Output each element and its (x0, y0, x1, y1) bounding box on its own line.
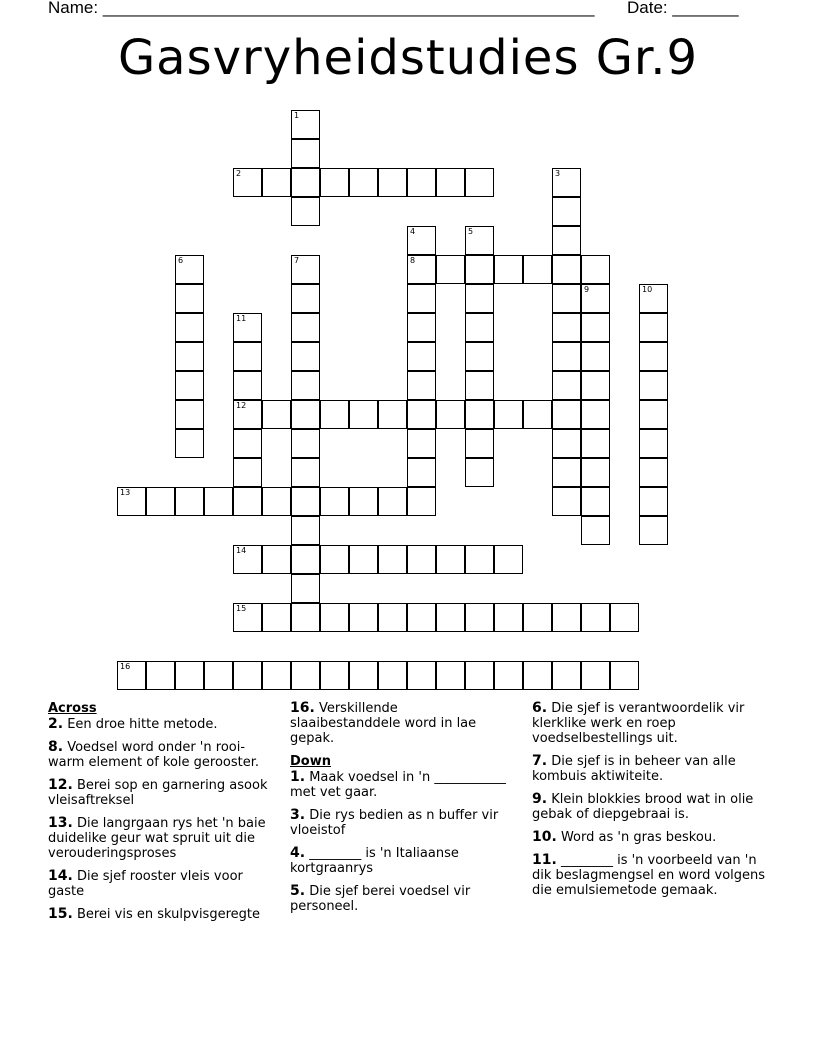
crossword-cell[interactable] (204, 487, 233, 516)
crossword-cell[interactable] (378, 603, 407, 632)
down-clue (532, 792, 772, 822)
clue-text: Die sjef rooster vleis voor gaste (48, 869, 243, 899)
down-clue (532, 754, 772, 784)
crossword-cell[interactable] (320, 661, 349, 690)
crossword-cell[interactable] (291, 487, 320, 516)
crossword-cell[interactable] (175, 429, 204, 458)
crossword-cell[interactable] (581, 255, 610, 284)
crossword-cell[interactable] (349, 487, 378, 516)
clue-number: 3. (290, 807, 306, 823)
crossword-cell[interactable] (523, 661, 552, 690)
down-clue (290, 770, 512, 800)
crossword-cell[interactable] (291, 371, 320, 400)
crossword-cell[interactable] (581, 516, 610, 545)
crossword-cell[interactable] (465, 661, 494, 690)
crossword-cell[interactable] (233, 603, 262, 632)
crossword-cell[interactable] (233, 458, 262, 487)
crossword-cell[interactable] (523, 603, 552, 632)
clue-text: Die rys bedien as n buffer vir vloeistof (290, 808, 499, 838)
crossword-cell[interactable] (291, 574, 320, 603)
clue-text: Word as 'n gras beskou. (560, 830, 717, 845)
across-clue (290, 701, 512, 746)
crossword-cell[interactable] (262, 168, 291, 197)
crossword-cell[interactable] (146, 661, 175, 690)
down-clue (532, 701, 772, 746)
cell-number: 2 (236, 169, 242, 178)
crossword-cell[interactable] (291, 255, 320, 284)
crossword-cell[interactable] (320, 487, 349, 516)
crossword-cell[interactable] (436, 603, 465, 632)
crossword-cell[interactable] (407, 255, 436, 284)
cell-number: 5 (468, 227, 474, 236)
clue-text: Berei sop en garnering asook vleisaftreksel (48, 778, 268, 808)
crossword-cell[interactable] (436, 400, 465, 429)
clue-text: Voedsel word onder 'n rooi-warm element of kole gerooster. (48, 740, 260, 770)
cell-number: 7 (294, 256, 300, 265)
cell-number: 8 (410, 256, 416, 265)
crossword-cell[interactable] (523, 255, 552, 284)
crossword-cell[interactable] (581, 284, 610, 313)
clue-text: Die langrgaan rys het 'n baie duidelike geur wat spruit uit die verouderingsproses (48, 816, 266, 861)
clue-number: 9. (532, 791, 548, 807)
crossword-cell[interactable] (233, 487, 262, 516)
crossword-cell[interactable] (581, 400, 610, 429)
crossword-cell[interactable] (320, 545, 349, 574)
crossword-cell[interactable] (291, 284, 320, 313)
crossword-cell[interactable] (639, 487, 668, 516)
page-title: Gasvryheidstudies Gr.9 (117, 30, 699, 86)
crossword-cell[interactable] (233, 545, 262, 574)
clue-number: 11. (532, 852, 557, 868)
crossword-cell[interactable] (465, 429, 494, 458)
crossword-cell[interactable] (581, 603, 610, 632)
crossword-cell[interactable] (407, 400, 436, 429)
clue-number: 10. (532, 829, 557, 845)
crossword-cell[interactable] (465, 284, 494, 313)
crossword-cell[interactable] (262, 661, 291, 690)
crossword-cell[interactable] (291, 545, 320, 574)
crossword-cell[interactable] (465, 255, 494, 284)
crossword-cell[interactable] (407, 313, 436, 342)
crossword-cell[interactable] (204, 661, 233, 690)
clue-number: 6. (532, 700, 548, 716)
crossword-cell[interactable] (581, 371, 610, 400)
crossword-cell[interactable] (175, 342, 204, 371)
crossword-cell[interactable] (349, 168, 378, 197)
crossword-cell[interactable] (436, 661, 465, 690)
across-clue (48, 816, 280, 861)
crossword-cell[interactable] (581, 429, 610, 458)
crossword-cell[interactable] (465, 603, 494, 632)
cell-number: 14 (236, 546, 247, 555)
crossword-cell[interactable] (262, 487, 291, 516)
clue-number: 2. (48, 716, 64, 732)
crossword-cell[interactable] (291, 603, 320, 632)
clue-text: Verskillende slaaibestanddele word in lae gepak. (290, 701, 477, 746)
across-heading: Across (48, 701, 97, 716)
crossword-cell[interactable] (175, 313, 204, 342)
crossword-cell[interactable] (494, 545, 523, 574)
name-line[interactable]: ____________________________________________________ (102, 0, 595, 17)
down-clue (290, 808, 512, 838)
crossword-cell[interactable] (552, 168, 581, 197)
crossword-cell[interactable] (146, 487, 175, 516)
crossword-cell[interactable] (291, 516, 320, 545)
down-heading: Down (290, 754, 331, 769)
crossword-cell[interactable] (291, 110, 320, 139)
crossword-cell[interactable] (407, 458, 436, 487)
crossword-cell[interactable] (494, 603, 523, 632)
date-label: Date: (627, 0, 668, 17)
crossword-cell[interactable] (465, 342, 494, 371)
crossword-cell[interactable] (117, 487, 146, 516)
date-line[interactable]: _______ (672, 0, 739, 17)
clue-text: ________ is 'n voorbeeld van 'n dik beslagmengsel en word volgens die emulsiemetode gemaak. (532, 853, 766, 898)
crossword-cell[interactable] (407, 342, 436, 371)
crossword-cell[interactable] (581, 342, 610, 371)
clue-number: 13. (48, 815, 73, 831)
cell-number: 1 (294, 111, 300, 120)
crossword-cell[interactable] (639, 458, 668, 487)
crossword-cell[interactable] (233, 168, 262, 197)
cell-number: 3 (555, 169, 561, 178)
cell-number: 16 (120, 662, 131, 671)
crossword-cell[interactable] (175, 400, 204, 429)
crossword-cell[interactable] (465, 226, 494, 255)
crossword-cell[interactable] (494, 255, 523, 284)
crossword-cell[interactable] (407, 487, 436, 516)
across-clue (48, 907, 280, 922)
crossword-cell[interactable] (465, 458, 494, 487)
crossword-cell[interactable] (552, 313, 581, 342)
crossword-cell[interactable] (378, 661, 407, 690)
crossword-cell[interactable] (581, 487, 610, 516)
crossword-cell[interactable] (291, 313, 320, 342)
crossword-cell[interactable] (262, 545, 291, 574)
crossword-cell[interactable] (552, 603, 581, 632)
clue-number: 16. (290, 700, 315, 716)
crossword-cell[interactable] (262, 400, 291, 429)
cell-number: 13 (120, 488, 131, 497)
across-clue (48, 778, 280, 808)
down-clue (532, 830, 772, 845)
cell-number: 11 (236, 314, 247, 323)
crossword-cell[interactable] (552, 458, 581, 487)
clue-column-2 (290, 701, 512, 922)
crossword-cell[interactable] (349, 603, 378, 632)
crossword-cell[interactable] (552, 255, 581, 284)
crossword-cell[interactable] (378, 487, 407, 516)
crossword-cell[interactable] (233, 342, 262, 371)
crossword-cell[interactable] (291, 429, 320, 458)
cell-number: 10 (642, 285, 653, 294)
crossword-cell[interactable] (407, 661, 436, 690)
crossword-cell[interactable] (407, 168, 436, 197)
crossword-cell[interactable] (233, 429, 262, 458)
crossword-cell[interactable] (581, 661, 610, 690)
crossword-cell[interactable] (436, 168, 465, 197)
cell-number: 4 (410, 227, 416, 236)
crossword-cell[interactable] (349, 661, 378, 690)
across-clue (48, 717, 280, 732)
crossword-cell[interactable] (552, 342, 581, 371)
crossword-cell[interactable] (494, 661, 523, 690)
across-clue (48, 869, 280, 899)
down-clue (290, 846, 512, 876)
crossword-cell[interactable] (552, 226, 581, 255)
name-label: Name: (48, 0, 99, 17)
crossword-cell[interactable] (465, 313, 494, 342)
crossword-cell[interactable] (552, 429, 581, 458)
clue-number: 14. (48, 868, 73, 884)
crossword-cell[interactable] (610, 603, 639, 632)
crossword-cell[interactable] (291, 400, 320, 429)
crossword-cell[interactable] (639, 516, 668, 545)
clue-number: 12. (48, 777, 73, 793)
crossword-cell[interactable] (175, 371, 204, 400)
crossword-cell[interactable] (378, 545, 407, 574)
down-clue (290, 884, 512, 914)
crossword-cell[interactable] (610, 661, 639, 690)
crossword-cell[interactable] (465, 168, 494, 197)
clue-text: Die sjef is in beheer van alle kombuis aktiwiteite. (532, 754, 736, 784)
clue-column-1 (48, 701, 280, 930)
crossword-cell[interactable] (639, 313, 668, 342)
crossword-cell[interactable] (465, 371, 494, 400)
crossword-cell[interactable] (291, 197, 320, 226)
crossword-cell[interactable] (552, 371, 581, 400)
clue-number: 7. (532, 753, 548, 769)
clue-text: Berei vis en skulpvisgeregte (76, 907, 260, 922)
crossword-cell[interactable] (639, 371, 668, 400)
crossword-cell[interactable] (291, 661, 320, 690)
crossword-cell[interactable] (639, 429, 668, 458)
crossword-cell[interactable] (552, 487, 581, 516)
clue-text: Klein blokkies brood wat in olie gebak of diepgebraai is. (532, 792, 754, 822)
crossword-cell[interactable] (378, 400, 407, 429)
clue-number: 8. (48, 739, 64, 755)
crossword-cell[interactable] (291, 342, 320, 371)
crossword-cell[interactable] (436, 255, 465, 284)
crossword-cell[interactable] (552, 661, 581, 690)
crossword-cell[interactable] (407, 545, 436, 574)
crossword-cell[interactable] (581, 313, 610, 342)
crossword-cell[interactable] (436, 545, 465, 574)
clue-text: Die sjef is verantwoordelik vir klerklike werk en roep voedselbestellings uit. (532, 701, 745, 746)
crossword-cell[interactable] (233, 661, 262, 690)
clue-text: Maak voedsel in 'n ___________ met vet gaar. (290, 770, 506, 800)
crossword-cell[interactable] (349, 545, 378, 574)
clue-number: 1. (290, 769, 306, 785)
crossword-cell[interactable] (465, 400, 494, 429)
crossword-cell[interactable] (175, 284, 204, 313)
cell-number: 15 (236, 604, 247, 613)
clue-text: ________ is 'n Italiaanse kortgraanrys (290, 846, 459, 876)
crossword-cell[interactable] (639, 284, 668, 313)
crossword-cell[interactable] (523, 400, 552, 429)
clue-number: 15. (48, 906, 73, 922)
crossword-cell[interactable] (465, 545, 494, 574)
crossword-cell[interactable] (291, 458, 320, 487)
crossword-cell[interactable] (175, 255, 204, 284)
crossword-cell[interactable] (494, 400, 523, 429)
crossword-cell[interactable] (291, 168, 320, 197)
crossword-cell[interactable] (639, 342, 668, 371)
crossword-cell[interactable] (117, 661, 146, 690)
crossword-cell[interactable] (349, 400, 378, 429)
crossword-cell[interactable] (320, 400, 349, 429)
clue-text: Die sjef berei voedsel vir personeel. (290, 884, 471, 914)
clue-column-3 (532, 701, 772, 906)
crossword-cell[interactable] (175, 661, 204, 690)
crossword-cell[interactable] (639, 400, 668, 429)
crossword-cell[interactable] (407, 226, 436, 255)
crossword-cell[interactable] (233, 400, 262, 429)
crossword-cell[interactable] (407, 603, 436, 632)
crossword-cell[interactable] (407, 429, 436, 458)
clue-number: 4. (290, 845, 306, 861)
crossword-cell[interactable] (552, 400, 581, 429)
crossword-cell[interactable] (291, 139, 320, 168)
cell-number: 12 (236, 401, 247, 410)
crossword-cell[interactable] (407, 284, 436, 313)
cell-number: 9 (584, 285, 590, 294)
clue-number: 5. (290, 883, 306, 899)
crossword-cell[interactable] (407, 371, 436, 400)
crossword-cell[interactable] (233, 371, 262, 400)
crossword-cell[interactable] (552, 197, 581, 226)
crossword-cell[interactable] (378, 168, 407, 197)
crossword-cell[interactable] (262, 603, 291, 632)
across-clue (48, 740, 280, 770)
crossword-cell[interactable] (233, 313, 262, 342)
crossword-cell[interactable] (581, 458, 610, 487)
down-clue (532, 853, 772, 898)
crossword-cell[interactable] (552, 284, 581, 313)
crossword-cell[interactable] (175, 487, 204, 516)
cell-number: 6 (178, 256, 184, 265)
clue-text: Een droe hitte metode. (67, 717, 218, 732)
crossword-cell[interactable] (320, 603, 349, 632)
crossword-cell[interactable] (320, 168, 349, 197)
